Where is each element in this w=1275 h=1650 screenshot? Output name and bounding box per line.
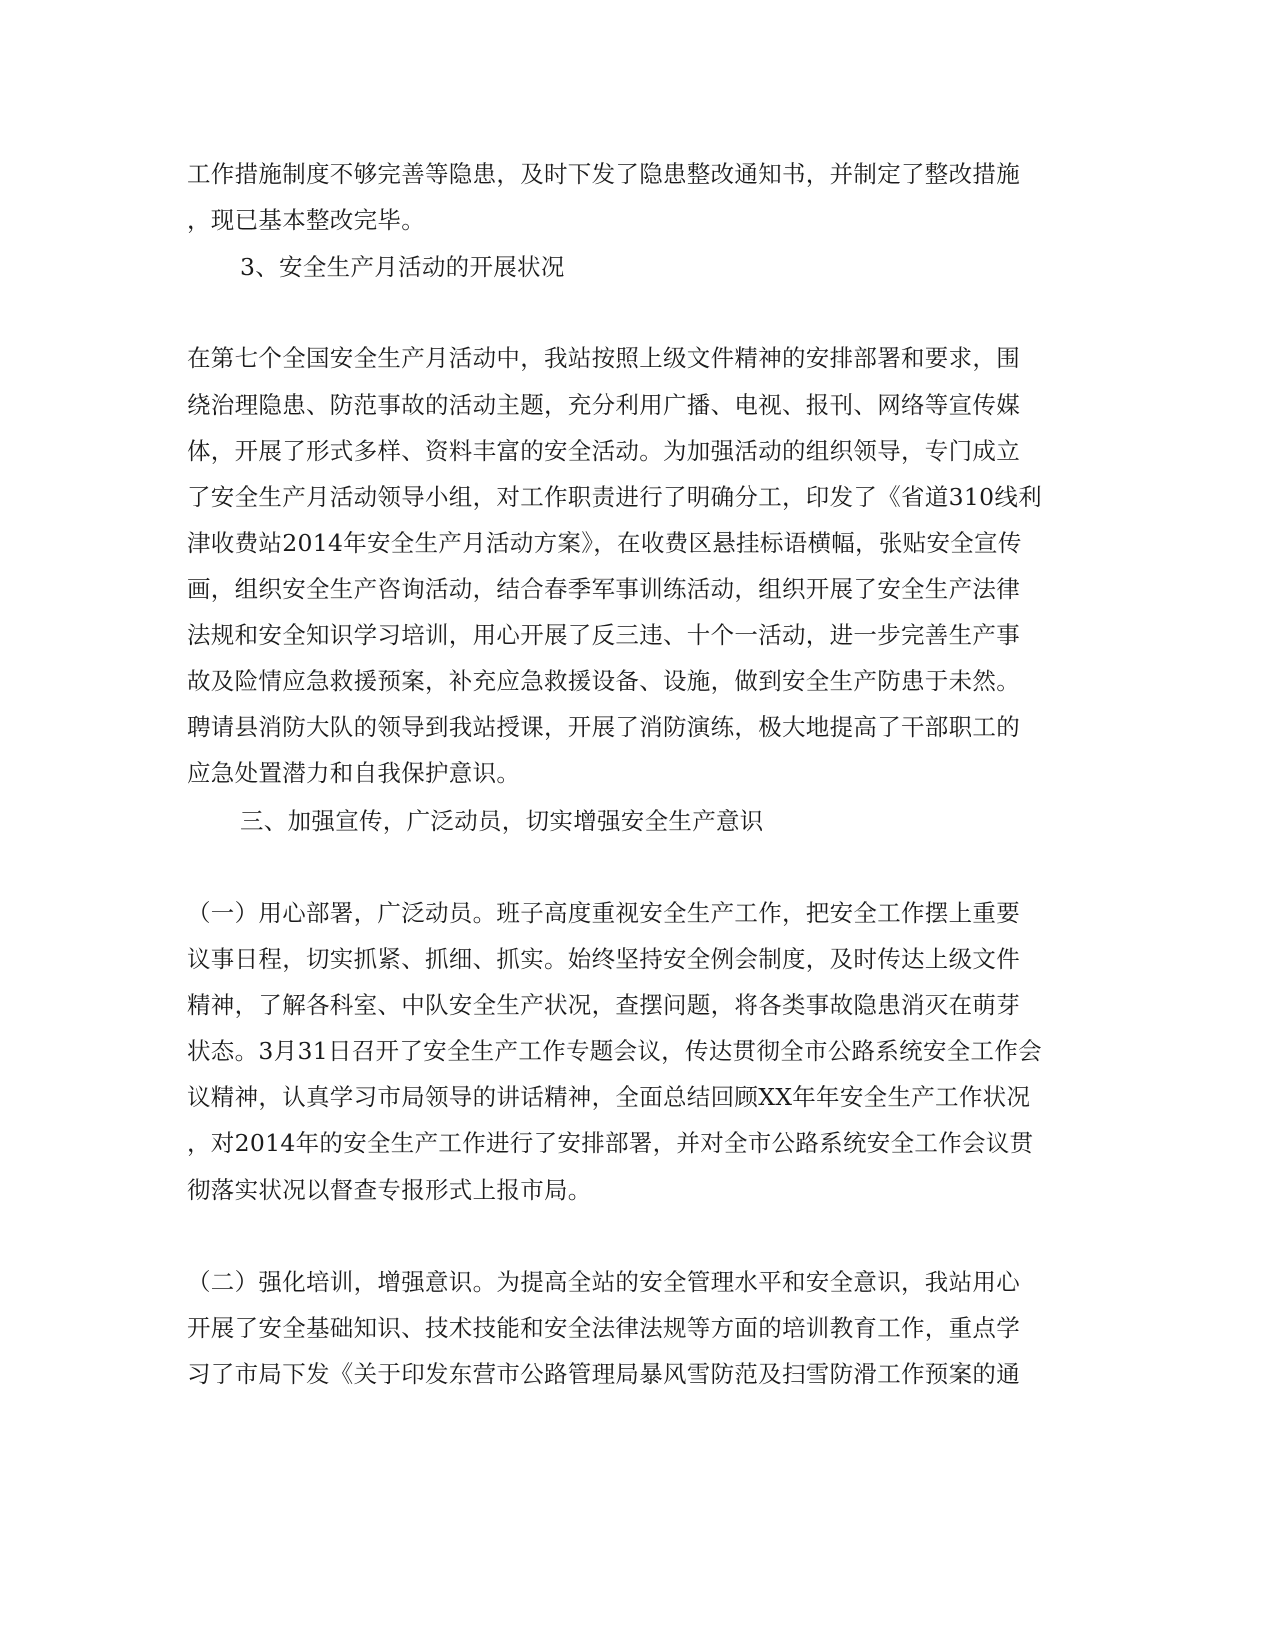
text-line: ，对2014年的安全生产工作进行了安排部署，并对全市公路系统安全工作会议贯 — [187, 1129, 1034, 1157]
text-line: 开展了安全基础知识、技术技能和安全法律法规等方面的培训教育工作，重点学 — [187, 1314, 1020, 1342]
text-line: （二）强化培训，增强意识。为提高全站的安全管理水平和安全意识，我站用心 — [187, 1268, 1020, 1296]
section-heading: 三、加强宣传，广泛动员，切实增强安全生产意识 — [240, 807, 764, 835]
text-line: 议事日程，切实抓紧、抓细、抓实。始终坚持安全例会制度，及时传达上级文件 — [187, 945, 1020, 973]
text-line: 工作措施制度不够完善等隐患，及时下发了隐患整改通知书，并制定了整改措施 — [187, 160, 1020, 188]
text-line: 习了市局下发《关于印发东营市公路管理局暴风雪防范及扫雪防滑工作预案的通 — [187, 1360, 1020, 1388]
text-line: 状态。3月31日召开了安全生产工作专题会议，传达贯彻全市公路系统安全工作会 — [187, 1037, 1042, 1065]
text-line: 津收费站2014年安全生产月活动方案》，在收费区悬挂标语横幅，张贴安全宣传 — [187, 529, 1022, 557]
text-line: 绕治理隐患、防范事故的活动主题，充分利用广播、电视、报刊、网络等宣传媒 — [187, 391, 1020, 419]
text-line: 彻落实状况以督查专报形式上报市局。 — [187, 1176, 592, 1204]
text-line: ，现已基本整改完毕。 — [187, 206, 425, 234]
text-line: （一）用心部署，广泛动员。班子高度重视安全生产工作，把安全工作摆上重要 — [187, 899, 1020, 927]
text-line: 在第七个全国安全生产月活动中，我站按照上级文件精神的安排部署和要求，围 — [187, 344, 1020, 372]
section-heading: 3、安全生产月活动的开展状况 — [240, 253, 565, 281]
text-line: 体，开展了形式多样、资料丰富的安全活动。为加强活动的组织领导，专门成立 — [187, 437, 1020, 465]
text-line: 应急处置潜力和自我保护意识。 — [187, 759, 521, 787]
text-line: 了安全生产月活动领导小组，对工作职责进行了明确分工，印发了《省道310线利 — [187, 483, 1042, 511]
text-line: 精神，了解各科室、中队安全生产状况，查摆问题，将各类事故隐患消灭在萌芽 — [187, 991, 1020, 1019]
text-line: 法规和安全知识学习培训，用心开展了反三违、十个一活动，进一步完善生产事 — [187, 621, 1020, 649]
text-line: 聘请县消防大队的领导到我站授课，开展了消防演练，极大地提高了干部职工的 — [187, 713, 1020, 741]
text-line: 故及险情应急救援预案，补充应急救援设备、设施，做到安全生产防患于未然。 — [187, 667, 1020, 695]
text-line: 画，组织安全生产咨询活动，结合春季军事训练活动，组织开展了安全生产法律 — [187, 575, 1020, 603]
text-line: 议精神，认真学习市局领导的讲话精神，全面总结回顾XX年年安全生产工作状况 — [187, 1083, 1031, 1111]
